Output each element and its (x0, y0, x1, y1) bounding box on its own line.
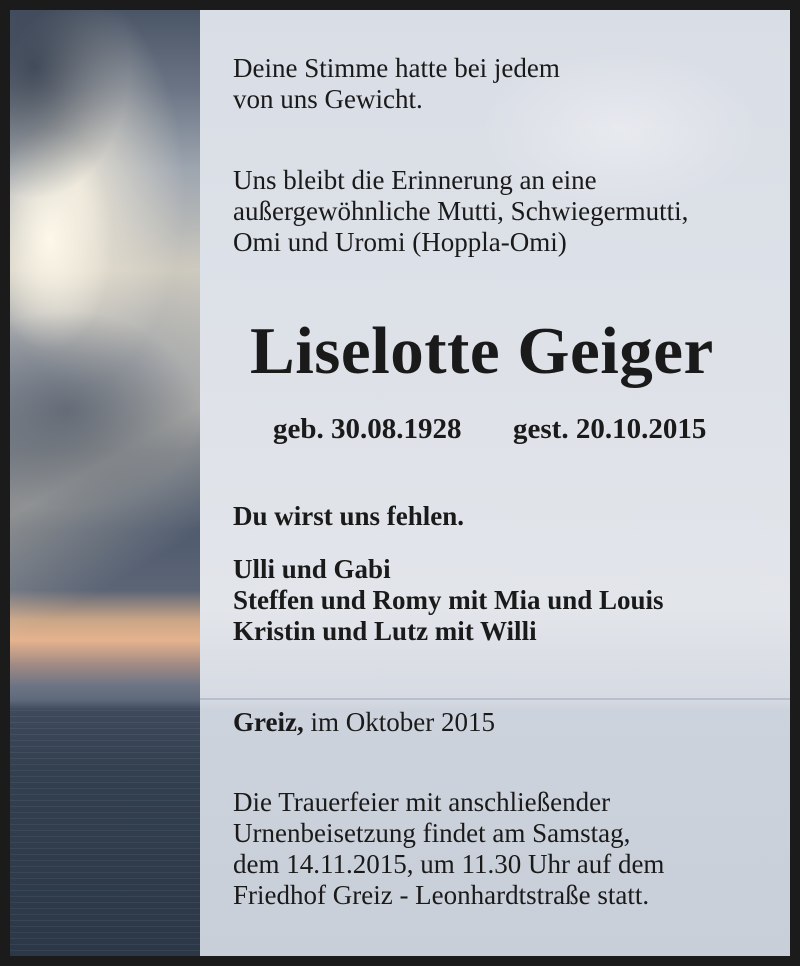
mourner-line: Kristin und Lutz mit Willi (233, 616, 537, 646)
sky-sea-photo (10, 10, 200, 956)
horizon-line (200, 698, 790, 700)
ceremony-line: Urnenbeisetzung findet am Samstag, (233, 818, 631, 848)
memory-line: Uns bleibt die Erinnerung an eine (233, 165, 597, 195)
cloud-shape (10, 10, 130, 200)
place-date (233, 707, 495, 738)
ceremony-line: Die Trauerfeier mit anschließender (233, 787, 611, 817)
quote (233, 53, 560, 115)
cloud-shape (10, 310, 200, 510)
ceremony-line: dem 14.11.2015, um 11.30 Uhr auf dem (233, 849, 665, 879)
death-date: gest. 20.10.2015 (513, 413, 707, 445)
memory-text (233, 165, 688, 258)
mourner-line: Ulli und Gabi (233, 554, 391, 584)
text-panel (200, 10, 790, 956)
memory-line: Omi und Uromi (Hoppla-Omi) (233, 227, 567, 257)
mourners-list (233, 554, 664, 647)
place: Greiz, (233, 707, 304, 737)
memory-line: außergewöhnliche Mutti, Schwiegermutti, (233, 196, 689, 226)
birth-date: geb. 30.08.1928 (273, 413, 462, 445)
mourner-line: Steffen und Romy mit Mia und Louis (233, 585, 664, 615)
date: im Oktober 2015 (303, 707, 495, 737)
deceased-name: Liselotte Geiger (250, 314, 714, 388)
quote-line: von uns Gewicht. (233, 84, 423, 114)
ceremony-text (233, 787, 664, 911)
farewell-message: Du wirst uns fehlen. (233, 501, 465, 531)
quote-line: Deine Stimme hatte bei jedem (233, 53, 560, 83)
obituary-card (10, 10, 790, 956)
ceremony-line: Friedhof Greiz - Leonhardtstraße statt. (233, 880, 650, 910)
sea-texture (10, 710, 200, 956)
